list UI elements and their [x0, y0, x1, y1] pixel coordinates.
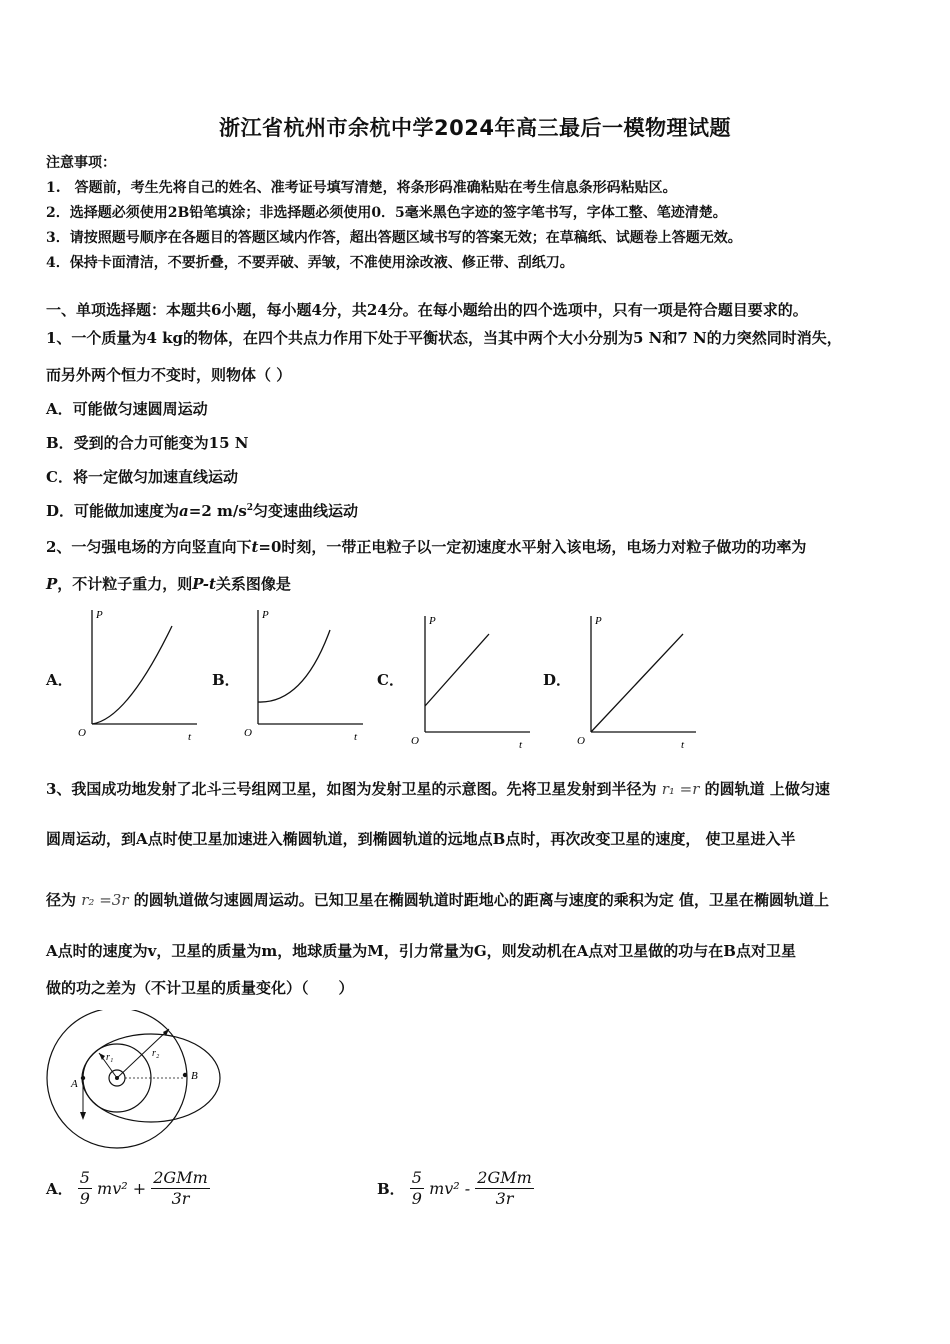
q2-option-a-label: A． [46, 671, 73, 689]
p-t-curve [92, 626, 172, 724]
origin-label: O [78, 727, 86, 739]
q3-stem-line5: 做的功之差为（不计卫星的质量变化）（ ） [46, 979, 354, 997]
q2-graph-d [571, 610, 703, 750]
notice-item: 4．保持卡面清洁，不要折叠，不要弄破、弄皱，不准使用涂改液、修正带、刮纸刀。 [46, 255, 574, 271]
q3-orbit-diagram [44, 1010, 224, 1154]
label-a: A [71, 1078, 78, 1090]
q3-stem-line3: 径为 r₂ =3r 的圆轨道做匀速圆周运动。已知卫星在椭圆轨道时距地心的距离与速度的乘积为定 值，卫星在椭圆轨道上 [46, 891, 829, 909]
q2-graph-a [72, 604, 204, 744]
fraction: $\frac{\text{2GMm}}{3r}$ [153, 1168, 208, 1208]
p-t-line [591, 634, 683, 732]
axis-label-t: t [681, 739, 685, 750]
q3-option-a: A． $\frac{5}{9}$ mv² + $\frac{\text{2GMm}}{3r}$ [46, 1168, 208, 1208]
p-t-line [425, 634, 489, 706]
q1-option-d: D．可能做加速度为a=2 $m/s^2$匀变速曲线运动 [46, 502, 359, 520]
q1-stem-line1: 1、一个质量为4 kg的物体，在四个共点力作用下处于平衡状态，当其中两个大小分别为5 N和7 N的力突然同时消失， [46, 329, 842, 347]
p-t-curve [258, 630, 330, 702]
fraction: $\frac{5}{9}$ [79, 1168, 90, 1208]
q2-option-b-label: B． [212, 671, 240, 689]
notice-heading: 注意事项： [46, 155, 116, 171]
label-b: B [191, 1070, 198, 1082]
q1-option-a: A．可能做匀速圆周运动 [46, 400, 208, 418]
origin-label: O [411, 735, 419, 747]
q2-stem-line1: 2、一匀强电场的方向竖直向下t=0时刻，一带正电粒子以一定初速度水平射入该电场，电场力对粒子做功的功率为 [46, 538, 807, 556]
q2-option-c-label: C． [377, 671, 404, 689]
label-r2: r₂ [152, 1048, 160, 1059]
notice-item: 1. 答题前，考生先将自己的姓名、准考证号填写清楚，将条形码准确粘贴在考生信息条形码粘贴区。 [46, 180, 677, 196]
q1-option-b: B．受到的合力可能变为15 N [46, 434, 249, 452]
q2-graph-b [238, 604, 370, 744]
axis-label-t: t [354, 731, 358, 743]
axis-label-p: P [96, 609, 103, 621]
fraction: $\frac{5}{9}$ [411, 1168, 422, 1208]
origin-label: O [577, 735, 585, 747]
label-r1: r₁ [106, 1052, 114, 1063]
axis-label-p: P [429, 615, 436, 627]
q3-stem-line4: A点时的速度为v，卫星的质量为m，地球质量为M，引力常量为G，则发动机在A点对卫星做的功与在B点对卫星 [46, 942, 796, 960]
axis-label-t: t [188, 731, 192, 743]
q3-option-b: B． $\frac{5}{9}$ mv² - $\frac{\text{2GMm}}{3r}$ [377, 1168, 532, 1208]
fraction: $\frac{\text{2GMm}}{3r}$ [477, 1168, 532, 1208]
q1-stem-line2: 而另外两个恒力不变时，则物体（ ） [46, 366, 292, 384]
page-title: 浙江省杭州市余杭中学2024年高三最后一模物理试题 [219, 116, 731, 140]
axis-label-t: t [519, 739, 523, 750]
section-heading: 一、单项选择题：本题共6小题，每小题4分，共24分。在每小题给出的四个选项中，只有一项是符合题目要求的。 [46, 301, 808, 319]
q1-option-c: C．将一定做匀加速直线运动 [46, 468, 238, 486]
r2-arrow [117, 1029, 169, 1078]
q2-graph-c [405, 610, 537, 750]
q3-stem-line2: 圆周运动，到A点时使卫星加速进入椭圆轨道，到椭圆轨道的远地点B点时，再次改变卫星的速度， 使卫星进入半 [46, 830, 796, 848]
axis-label-p: P [595, 615, 602, 627]
q3-stem-line1: 3、我国成功地发射了北斗三号组网卫星，如图为发射卫星的示意图。先将卫星发射到半径为 r₁ =r 的圆轨道 上做匀速 [46, 780, 830, 798]
point-a [81, 1076, 85, 1080]
q2-stem-line2: P，不计粒子重力，则P-t关系图像是 [46, 575, 291, 593]
q2-option-d-label: D． [543, 671, 572, 689]
point-b [183, 1073, 187, 1077]
axis-label-p: P [262, 609, 269, 621]
origin-label: O [244, 727, 252, 739]
notice-item: 2．选择题必须使用2B铅笔填涂；非选择题必须使用0．5毫米黑色字迹的签字笔书写，字体工整、笔迹清楚。 [46, 205, 727, 221]
notice-item: 3．请按照题号顺序在各题目的答题区域内作答，超出答题区域书写的答案无效；在草稿纸、试题卷上答题无效。 [46, 230, 742, 246]
